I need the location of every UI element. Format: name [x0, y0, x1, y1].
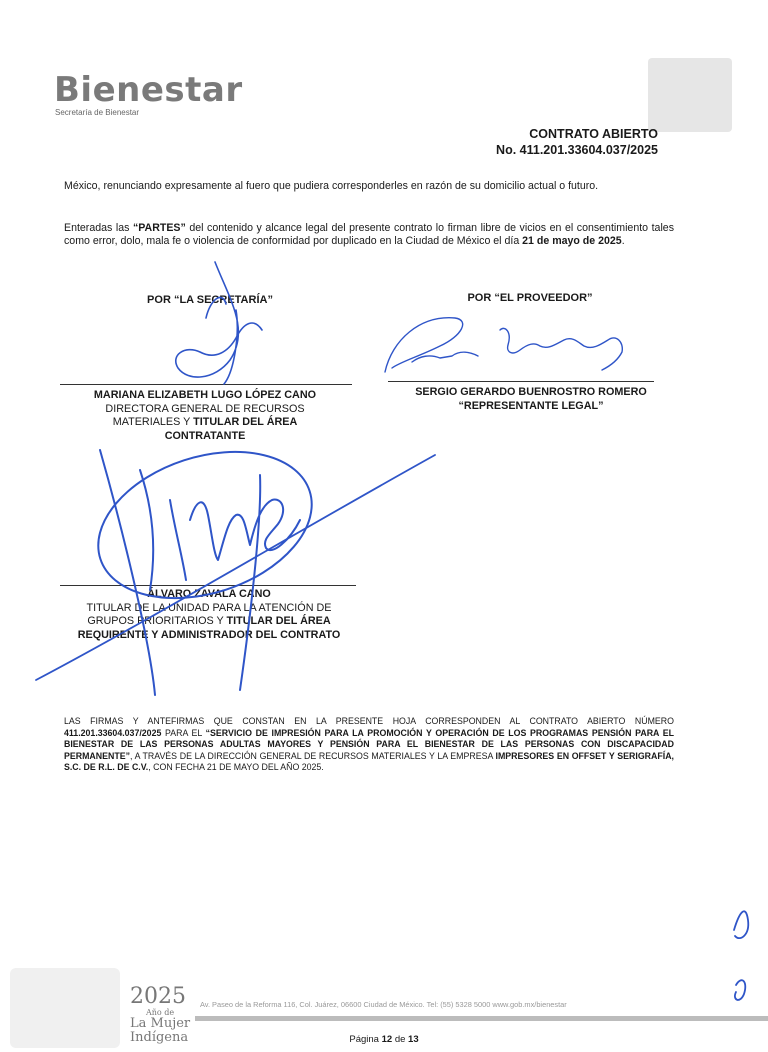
signatory-name-right: SERGIO GERARDO BUENROSTRO ROMERO — [415, 386, 647, 398]
page-current: 12 — [381, 1034, 393, 1045]
footer-address: Av. Paseo de la Reforma 116, Col. Juárez, 06600 Ciudad de México. Tel: (55) 5328 5000 www.gob.mx/bienestar — [200, 1000, 567, 1009]
signatory-title-third-1: TITULAR DE LA UNIDAD PARA LA ATENCIÓN DE — [86, 601, 332, 614]
footnote-company: IMPRESORES EN OFFSET Y SERIGRAFÍA, S.C. DE R.L. DE C.V. — [64, 750, 674, 772]
signatory-title-left-1: DIRECTORA GENERAL DE RECURSOS — [105, 402, 305, 415]
margin-initials — [734, 911, 748, 1000]
signature-lugo — [176, 262, 262, 384]
footnote-num: 411.201.33604.037/2025 — [64, 727, 162, 738]
para2-pre: Enteradas las — [64, 222, 133, 234]
contract-type: CONTRATO ABIERTO — [529, 127, 658, 141]
third-title2-pre: GRUPOS PRIORITARIOS Y — [87, 615, 227, 627]
footer-divider — [195, 1016, 768, 1021]
footer-year-sub2: La Mujer — [130, 1016, 191, 1031]
signatory-name-third: ÁLVARO ZAVALA CANO — [147, 588, 271, 600]
para2-date: 21 de mayo de 2025 — [522, 235, 622, 247]
footnote-t3: , A TRAVÉS DE LA DIRECCIÓN GENERAL DE RECURSOS MATERIALES Y LA EMPRESA — [129, 750, 496, 761]
signature-zavala-oval — [79, 426, 330, 623]
paragraph-fuero: México, renunciando expresamente al fuero que pudiera corresponderles en razón de su domicilio actual o futuro. — [64, 180, 599, 192]
title2-bold: TITULAR DEL ÁREA — [193, 416, 298, 428]
signatory-title-left-3: CONTRATANTE — [164, 429, 246, 442]
footnote-t2: PARA EL — [161, 727, 206, 738]
footer-year: 2025 — [130, 984, 186, 1009]
signature-buenrostro — [385, 318, 622, 372]
page-number — [0, 1034, 768, 1045]
footnote-t4: , CON FECHA 21 DE MAYO DEL AÑO 2025. — [148, 762, 324, 772]
footnote-t1: LAS FIRMAS Y ANTEFIRMAS QUE CONSTAN EN LA PRESENTE HOJA CORRESPONDEN AL CONTRATO ABIERTO NÚMERO — [64, 716, 674, 726]
third-title2-bold: TITULAR DEL ÁREA — [226, 615, 331, 627]
party-secretaria: POR “LA SECRETARÍA” — [147, 294, 273, 306]
footer-year-sub1: Año de — [145, 1008, 175, 1017]
page-total: 13 — [408, 1034, 419, 1045]
footer-year-sub3: Indígena — [130, 1030, 189, 1045]
title2-pre: MATERIALES Y — [112, 416, 194, 428]
logo-subtitle: Secretaría de Bienestar — [55, 108, 140, 117]
bienestar-logo: Bienestar — [54, 70, 243, 110]
page-mid: de — [392, 1034, 409, 1045]
contract-number: No. 411.201.33604.037/2025 — [496, 143, 658, 157]
signatory-title-third-3: REQUIRENTE Y ADMINISTRADOR DEL CONTRATO — [77, 628, 341, 641]
footnote-service: “SERVICIO DE IMPRESIÓN PARA LA PROMOCIÓN Y OPERACIÓN DE LOS PROGRAMAS PENSIÓN PARA EL BIENESTAR DE LAS PERSONAS ADULTAS MAYORES Y PENSIÓN PARA EL BIENESTAR DE LAS PERSONAS CON DISCAPACIDAD PERMANENTE” — [64, 727, 674, 761]
para2-end: . — [621, 235, 625, 247]
signatory-name-left: MARIANA ELIZABETH LUGO LÓPEZ CANO — [93, 389, 317, 401]
signature-zavala-stroke — [36, 455, 435, 680]
signature-zavala — [100, 450, 300, 695]
para2-partes: “PARTES” — [132, 222, 186, 234]
party-proveedor: POR “EL PROVEEDOR” — [467, 292, 593, 304]
signatory-title-right: “REPRESENTANTE LEGAL” — [458, 399, 604, 412]
page-pre: Página — [349, 1034, 382, 1045]
para2-mid: del contenido y alcance legal del presente contrato lo firman libre de vicios en el consentimiento tales como error, dolo, mala fe o violencia de conformidad por duplicado en la Ciudad de México el día — [64, 222, 674, 247]
